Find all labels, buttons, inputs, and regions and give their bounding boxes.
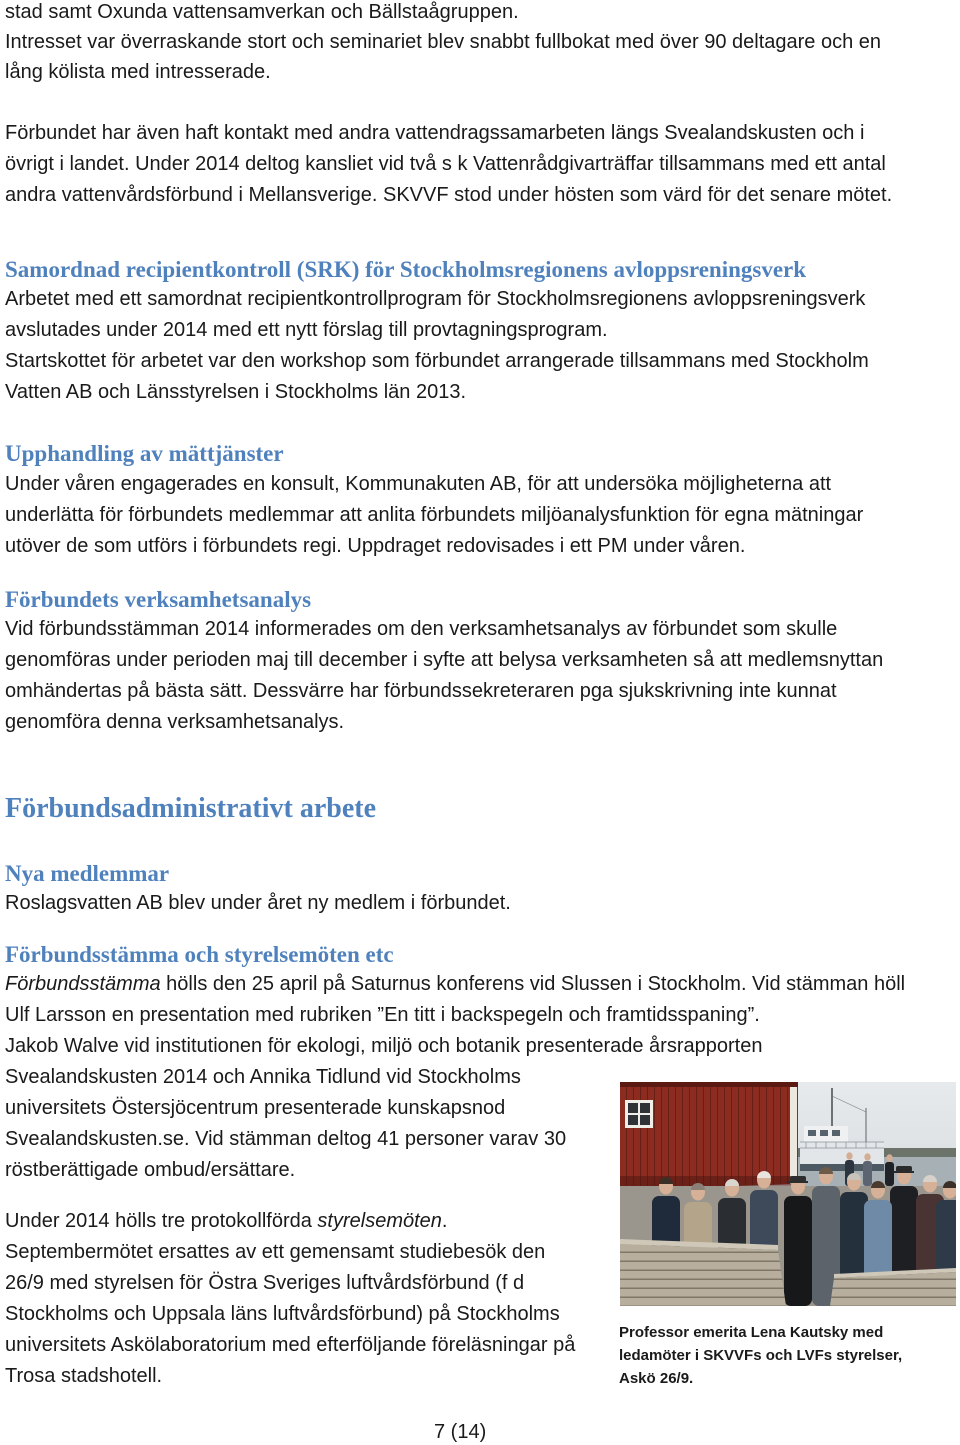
text-line: genomföras under perioden maj till december i syfte att belysa verksamheten så att medlemsnyttan <box>5 649 884 671</box>
italic-term: styrelsemöten <box>317 1210 442 1232</box>
text-line: Ulf Larsson en presentation med rubriken ”En titt i backspegeln och framtidsspaning”. <box>5 1004 760 1026</box>
text-line: universitets Askölaboratorium med efterföljande föreläsningar på <box>5 1334 576 1356</box>
text-line: röstberättigade ombud/ersättare. <box>5 1159 296 1181</box>
text-line: Intresset var överraskande stort och seminariet blev snabbt fullbokat med över 90 deltagare och en <box>5 31 882 53</box>
wooden-crate <box>620 1239 786 1306</box>
text-line: Under våren engagerades en konsult, Kommunakuten AB, för att undersöka möjligheterna att <box>5 473 832 495</box>
italic-term: Förbundsstämma <box>5 973 161 995</box>
text-line: lång kölista med intresserade. <box>5 61 271 83</box>
caption-line: Askö 26/9. <box>619 1370 694 1387</box>
text-line: Förbundet har även haft kontakt med andra vattendragssamarbeten längs Svealandskusten och i <box>5 122 865 144</box>
red-boathouse <box>620 1082 798 1190</box>
text-segment: hölls den 25 april på Saturnus konferens vid Slussen i Stockholm. Vid stämman höll <box>160 973 906 995</box>
harbor-group-photo <box>620 1082 956 1306</box>
text-line: avslutades under 2014 med ett nytt förslag till provtagningsprogram. <box>5 319 608 341</box>
text-line: utöver de som utförs i förbundets regi. Uppdraget redovisades i ett PM under våren. <box>5 535 746 557</box>
text-line <box>5 969 905 1000</box>
text-line: Jakob Walve vid institutionen för ekologi, miljö och botanik presenterade årsrapporten <box>5 1035 763 1057</box>
srk-paragraph <box>5 284 869 408</box>
text-line: stad samt Oxunda vattensamverkan och Bällstaågruppen. <box>5 1 519 23</box>
text-line: andra vattenvårdsförbund i Mellansverige. SKVVF stod under hösten som värd för det senare mötet. <box>5 184 893 206</box>
section-heading-srk: Samordnad recipientkontroll (SRK) för Stockholmsregionens avloppsreningsverk <box>5 257 807 282</box>
text-line: genomföra denna verksamhetsanalys. <box>5 711 345 733</box>
text-line: 26/9 med styrelsen för Östra Sveriges luftvårdsförbund (f d <box>5 1272 525 1294</box>
caption-line: ledamöter i SKVVFs och LVFs styrelser, <box>619 1347 903 1364</box>
text-line: Startskottet för arbetet var den workshop som förbundet arrangerade tillsammans med Stockholm <box>5 350 869 372</box>
section-heading-new-members: Nya medlemmar <box>5 861 170 886</box>
text-line: Arbetet med ett samordnat recipientkontrollprogram för Stockholmsregionens avloppsreningsverk <box>5 288 866 310</box>
page-number: 7 (14) <box>434 1421 487 1443</box>
text-segment: Under 2014 hölls tre protokollförda <box>5 1210 318 1232</box>
caption-line: Professor emerita Lena Kautsky med <box>619 1324 884 1341</box>
text-line: Stockholms och Uppsala läns luftvårdsförbund) på Stockholms <box>5 1303 560 1325</box>
text-line: Septembermötet ersattes av ett gemensamt studiebesök den <box>5 1241 546 1263</box>
intro-paragraph <box>5 0 881 87</box>
boathouse-window <box>625 1100 653 1128</box>
chapter-heading-admin: Förbundsadministrativt arbete <box>5 793 376 824</box>
text-line: universitets Östersjöcentrum presenterade kunskapsnod <box>5 1097 506 1119</box>
text-segment: . <box>441 1210 448 1232</box>
text-line: Svealandskusten.se. Vid stämman deltog 41 personer varav 30 <box>5 1128 567 1150</box>
text-line: Vid förbundsstämman 2014 informerades om den verksamhetsanalys av förbundet som skulle <box>5 618 838 640</box>
analysis-paragraph <box>5 614 883 738</box>
text-line: övrigt i landet. Under 2014 deltog kansliet vid två s k Vattenrådgivarträffar tillsammans med ett antal <box>5 153 886 175</box>
contacts-paragraph <box>5 118 892 211</box>
board-meetings-paragraph <box>5 1206 575 1392</box>
procurement-paragraph <box>5 469 863 562</box>
text-line: underlätta för förbundets medlemmar att anlita förbundets miljöanalysfunktion för egna mätningar <box>5 504 864 526</box>
text-line: Svealandskusten 2014 och Annika Tidlund vid Stockholms <box>5 1066 521 1088</box>
text-line: Trosa stadshotell. <box>5 1365 163 1387</box>
wooden-crate <box>830 1268 956 1306</box>
section-heading-meetings: Förbundsstämma och styrelsemöten etc <box>5 942 394 967</box>
new-members-paragraph <box>5 888 511 919</box>
text-line: Vatten AB och Länsstyrelsen i Stockholms län 2013. <box>5 381 467 403</box>
text-line: Roslagsvatten AB blev under året ny medlem i förbundet. <box>5 892 511 914</box>
text-line <box>5 1206 575 1237</box>
section-heading-procurement: Upphandling av mättjänster <box>5 441 284 466</box>
section-heading-analysis: Förbundets verksamhetsanalys <box>5 587 312 612</box>
text-line: omhändertas på bästa sätt. Dessvärre har förbundssekreteraren pga sjukskrivning inte kunnat <box>5 680 837 702</box>
photo-caption <box>619 1321 902 1390</box>
